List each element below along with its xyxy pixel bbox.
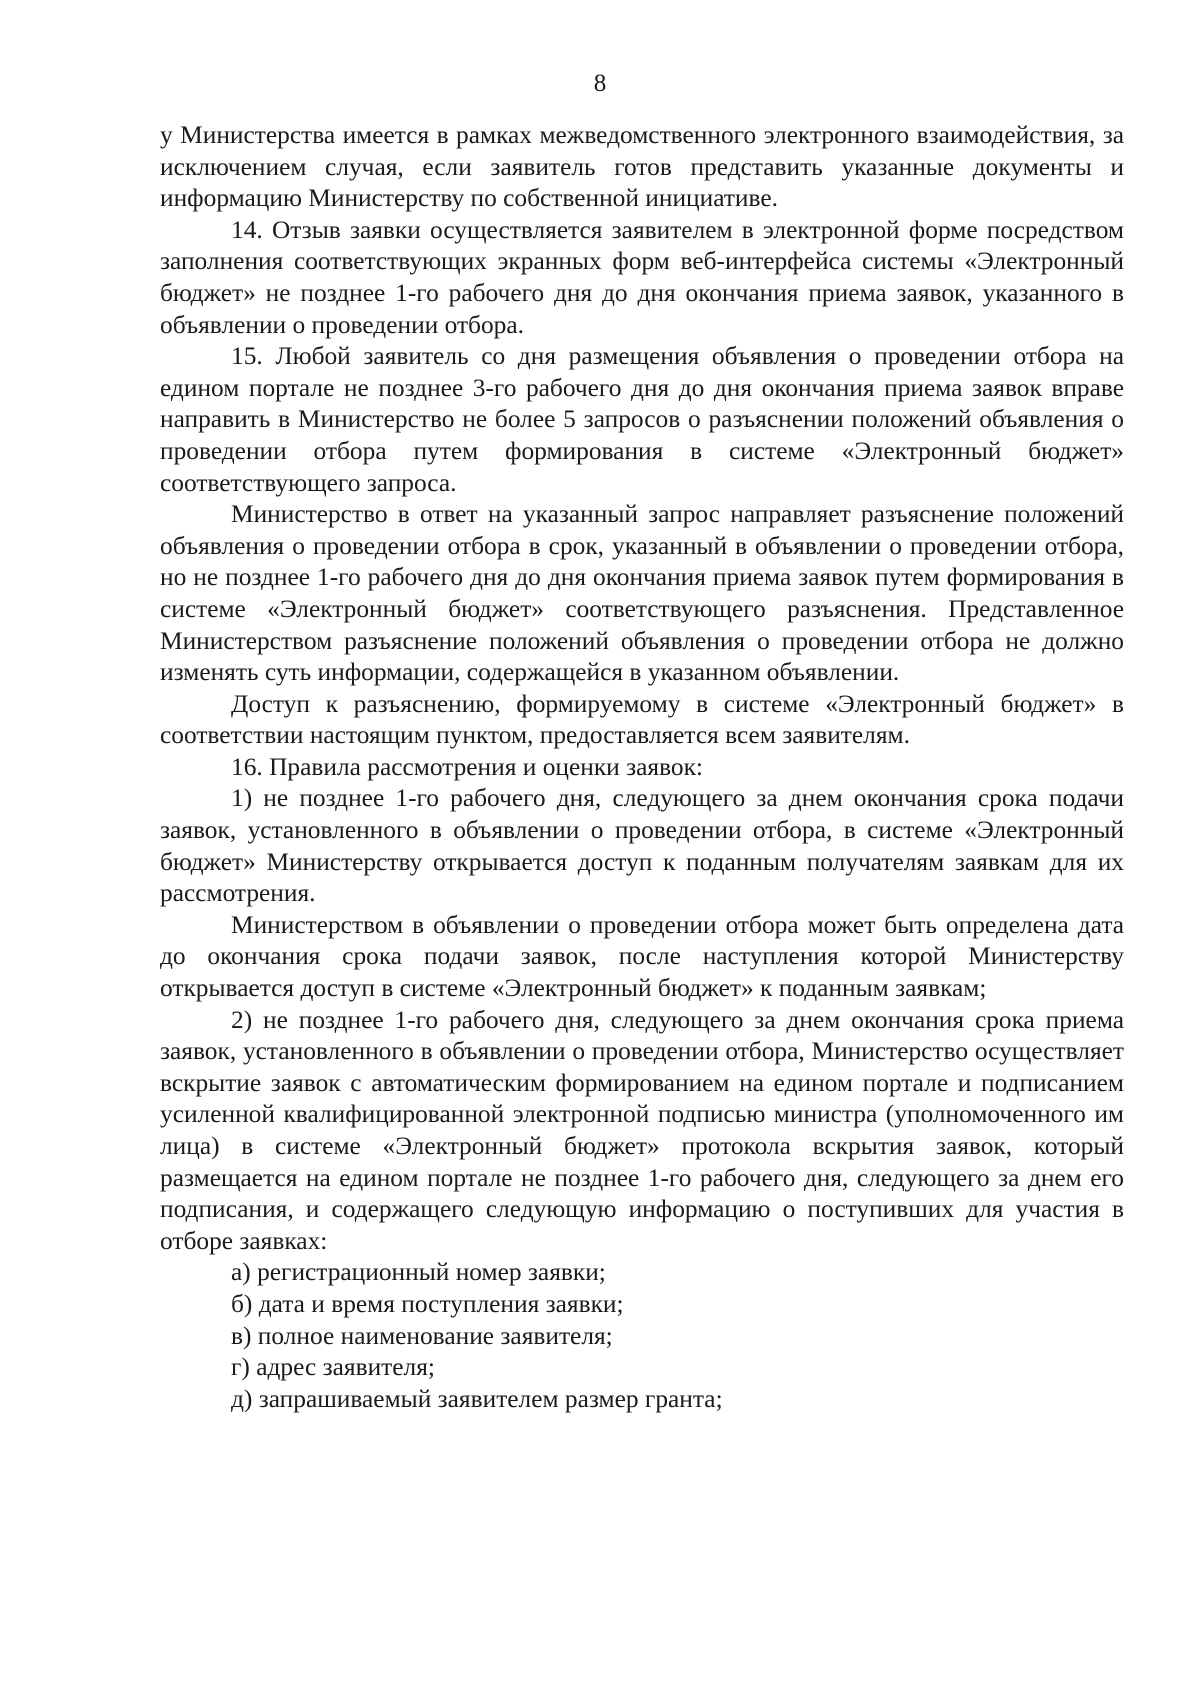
list-item: а) регистрационный номер заявки; xyxy=(231,1258,606,1287)
list-item: в) полное наименование заявителя; xyxy=(231,1321,613,1350)
paragraph-continuation: у Министерства имеется в рамках межведомственного электронного взаимодействия, за исключением случая, если заявитель готов представить указанные документы и информацию Министерству по собственной инициативе. xyxy=(160,121,1124,213)
paragraph-16-heading: 16. Правила рассмотрения и оценки заявок: xyxy=(231,752,703,781)
paragraph-16-item-1: 1) не позднее 1-го рабочего дня, следующего за днем окончания срока подачи заявок, установленного в объявлении о проведении отбора, в системе «Электронный бюджет» Министерству открывается доступ к поданным получателям заявкам для их рассмотрения. xyxy=(160,784,1124,908)
document-body xyxy=(160,120,1124,1415)
paragraph-16-item-2: 2) не позднее 1-го рабочего дня, следующего за днем окончания срока приема заявок, установленного в объявлении о проведении отбора, Министерство осуществляет вскрытие заявок с автоматическим формированием на едином портале и подписанием усиленной квалифицированной электронной подписью министра (уполномоченного им лица) в системе «Электронный бюджет» протокола вскрытия заявок, который размещается на едином портале не позднее 1-го рабочего дня, следующего за днем его подписания, и содержащего следующую информацию о поступивших для участия в отборе заявках: xyxy=(160,1005,1124,1255)
page-number: 8 xyxy=(593,70,607,97)
list-item: д) запрашиваемый заявителем размер гранта; xyxy=(231,1384,723,1413)
paragraph-14: 14. Отзыв заявки осуществляется заявителем в электронной форме посредством заполнения соответствующих экранных форм веб-интерфейса системы «Электронный бюджет» не позднее 1-го рабочего дня до дня окончания приема заявок, указанного в объявлении о проведении отбора. xyxy=(160,215,1124,339)
paragraph-date-definition: Министерством в объявлении о проведении отбора может быть определена дата до окончания срока подачи заявок, после наступления которой Министерству открывается доступ в системе «Электронный бюджет» к поданным заявкам; xyxy=(160,910,1124,1003)
list-item: б) дата и время поступления заявки; xyxy=(231,1289,624,1318)
paragraph-access: Доступ к разъяснению, формируемому в системе «Электронный бюджет» в соответствии настоящим пунктом, предоставляется всем заявителям. xyxy=(160,689,1124,750)
paragraph-ministry-response: Министерство в ответ на указанный запрос направляет разъяснение положений объявления о проведении отбора в срок, указанный в объявлении о проведении отбора, но не позднее 1-го рабочего дня до дня окончания приема заявок путем формирования в системе «Электронный бюджет» соответствующего разъяснения. Представленное Министерством разъяснение положений объявления о проведении отбора не должно изменять суть информации, содержащейся в указанном объявлении. xyxy=(160,500,1124,687)
paragraph-15: 15. Любой заявитель со дня размещения объявления о проведении отбора на едином портале не позднее 3-го рабочего дня до дня окончания приема заявок вправе направить в Министерство не более 5 запросов о разъяснении положений объявления о проведении отбора путем формирования в системе «Электронный бюджет» соответствующего запроса. xyxy=(160,342,1124,497)
list-item: г) адрес заявителя; xyxy=(231,1353,435,1382)
